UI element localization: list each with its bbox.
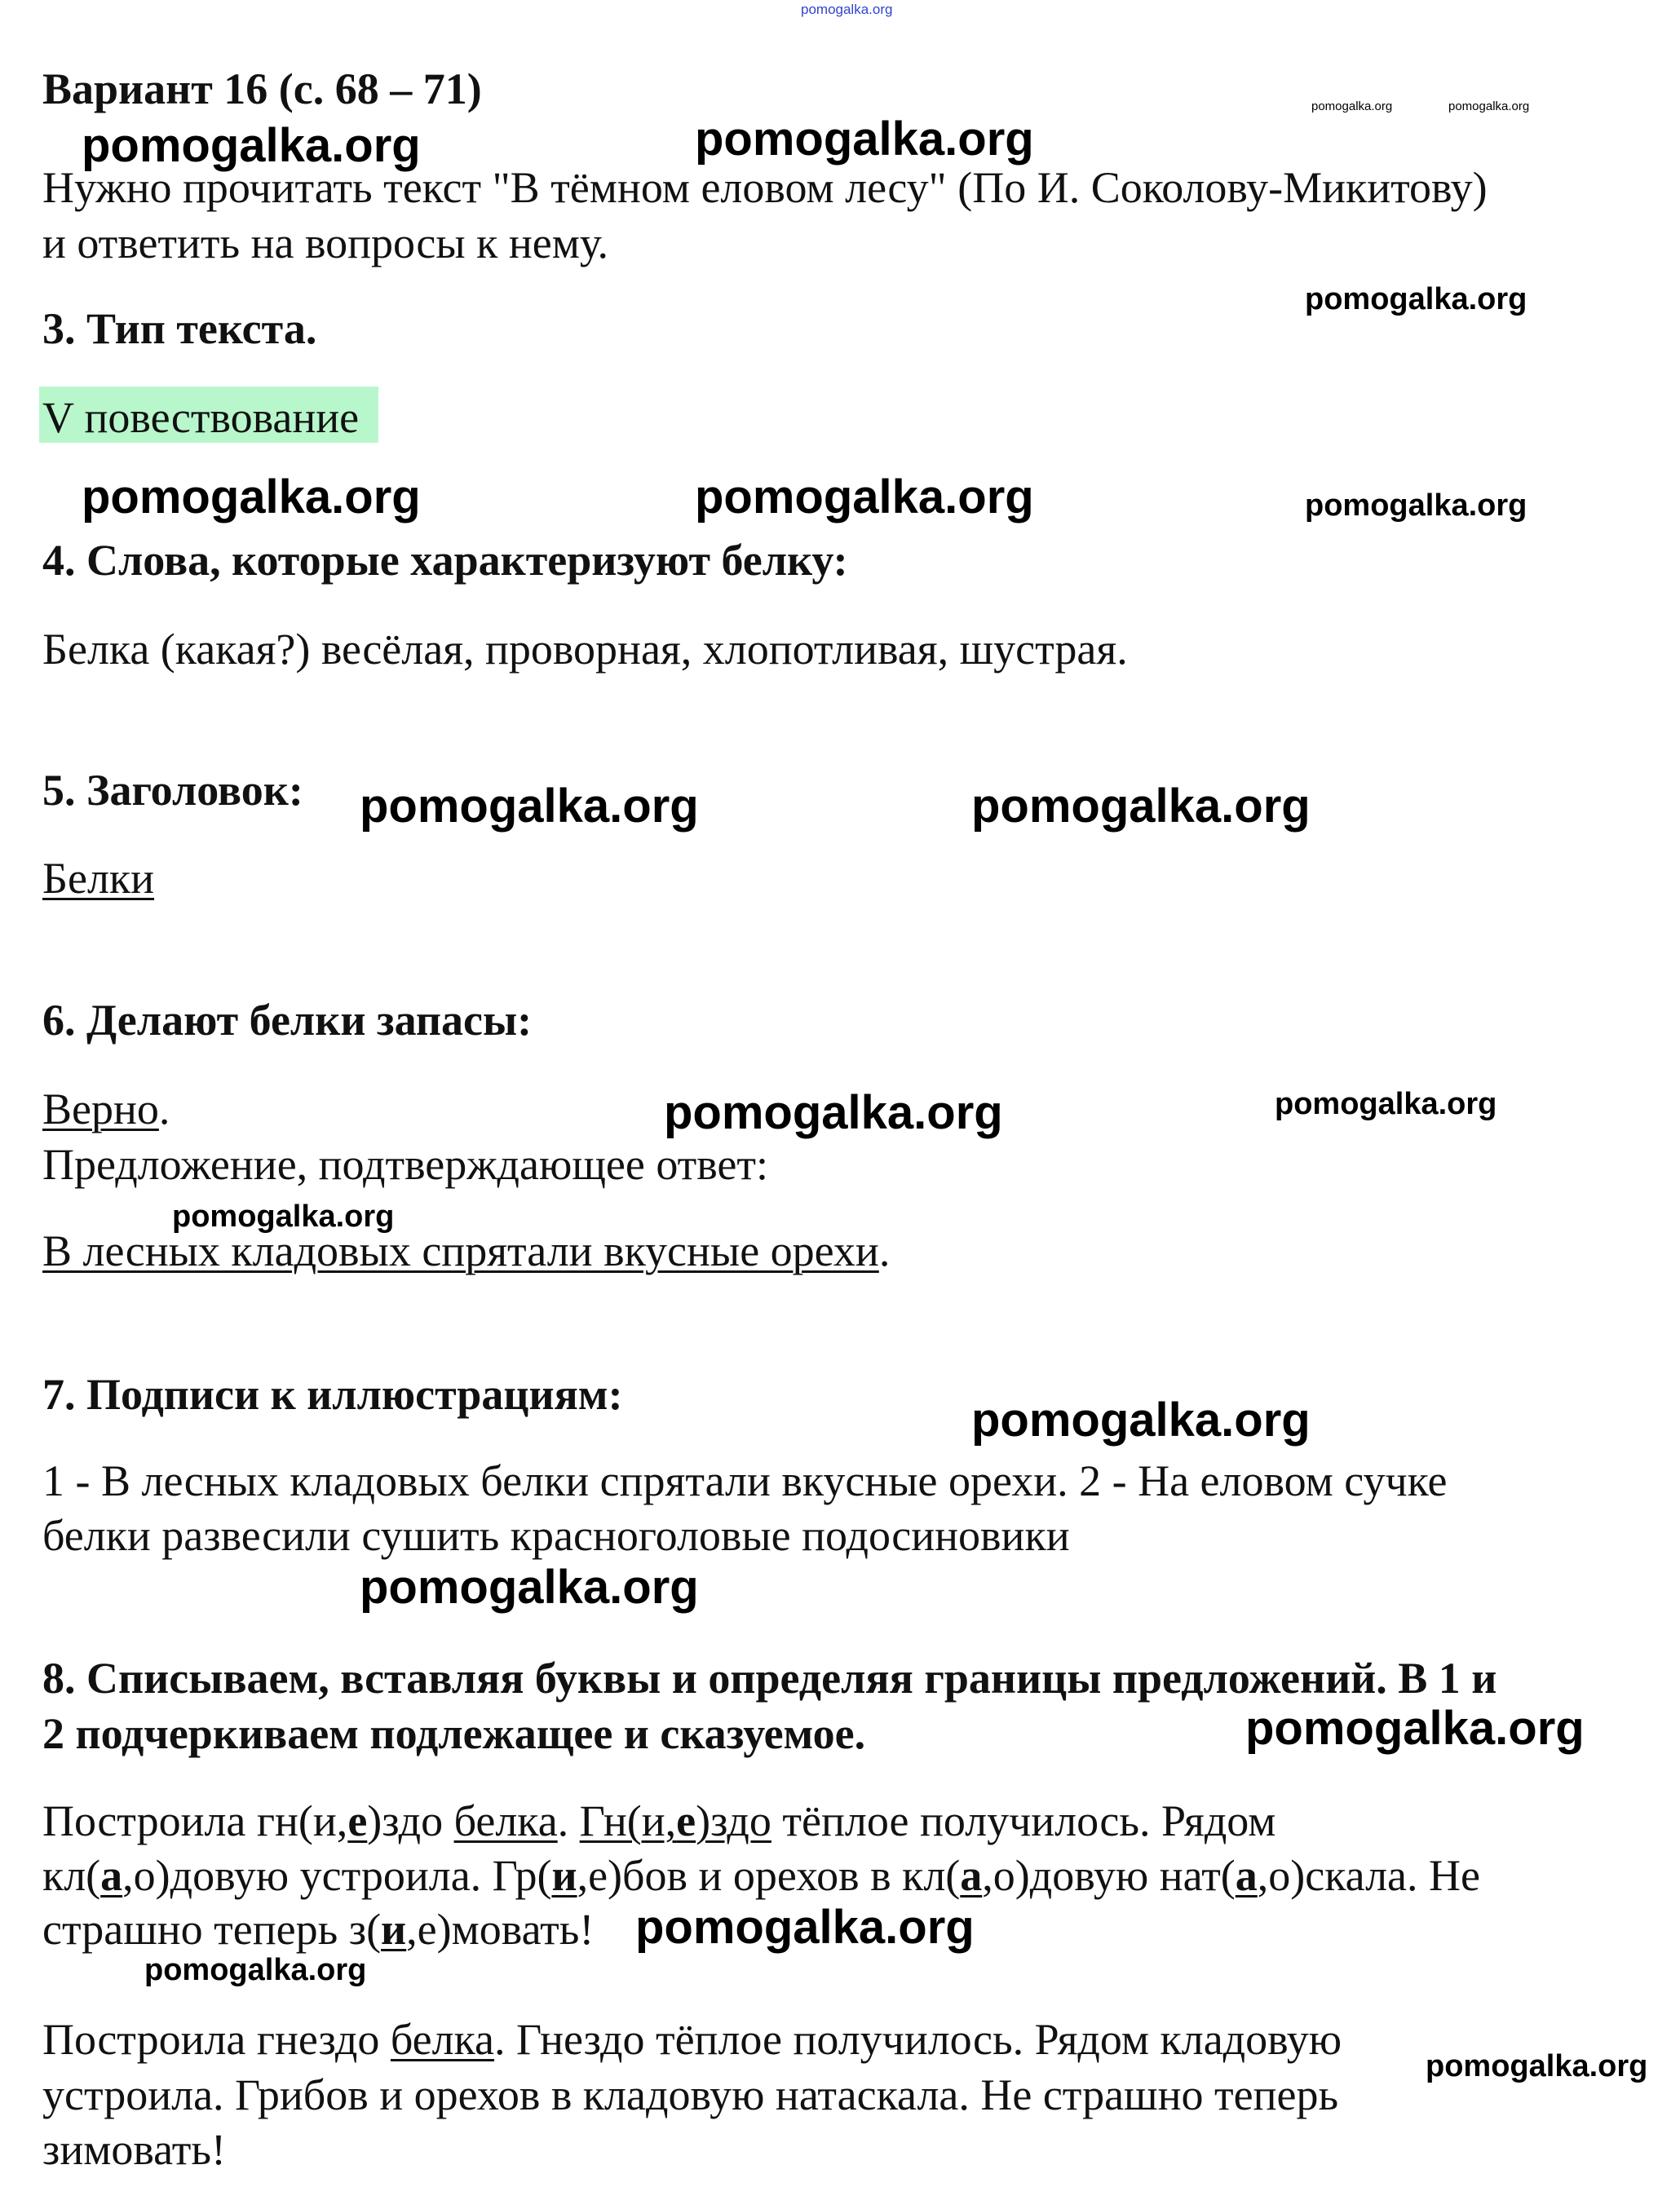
text: .	[557, 1796, 580, 1845]
exercise-line	[42, 1902, 594, 1956]
exercise-line	[42, 1849, 1480, 1902]
watermark: pomogalka.org	[1448, 99, 1530, 113]
subject: )здо	[696, 1796, 771, 1845]
page-title: Вариант 16 (с. 68 – 71)	[42, 64, 482, 113]
result-line: устроила. Грибов и орехов в кладовую натаскала. Не страшно теперь	[42, 2070, 1339, 2119]
text: ,о)довую устроила. Гр(	[122, 1851, 552, 1900]
q3-heading: 3. Тип текста.	[42, 304, 317, 353]
q4-heading: 4. Слова, которые характеризуют белку:	[42, 536, 848, 585]
watermark: pomogalka.org	[360, 1561, 699, 1614]
text: ,о)скала. Не	[1257, 1851, 1480, 1900]
watermark: pomogalka.org	[1305, 282, 1527, 316]
subject: Гн(и,	[579, 1796, 677, 1845]
punct: .	[158, 1085, 170, 1133]
subject: белка	[453, 1796, 558, 1845]
text: ,о)довую нат(	[982, 1851, 1236, 1900]
q6-sentence	[42, 1224, 890, 1278]
subject: белка	[390, 2015, 494, 2064]
inserted-letter: и	[551, 1851, 577, 1900]
text: )здо	[367, 1796, 454, 1845]
q4-answer: Белка (какая?) весёлая, проворная, хлопотливая, шустрая.	[42, 625, 1128, 674]
inserted-letter: е	[347, 1796, 368, 1845]
watermark: pomogalka.org	[971, 780, 1311, 833]
watermark: pomogalka.org	[801, 2, 893, 17]
watermark: pomogalka.org	[1245, 1702, 1585, 1755]
result-line	[42, 2012, 1342, 2066]
text: Построила гнездо	[42, 2015, 391, 2064]
q5-answer	[42, 851, 154, 905]
q8-heading: 2 подчеркиваем подлежащее и сказуемое.	[42, 1709, 866, 1758]
result-line: зимовать!	[42, 2125, 226, 2174]
q6-heading: 6. Делают белки запасы:	[42, 996, 533, 1045]
text: . Гнездо тёплое получилось. Рядом кладовую	[493, 2015, 1342, 2064]
q7-line: 1 - В лесных кладовых белки спрятали вкусные орехи. 2 - На еловом сучке	[42, 1456, 1448, 1505]
q7-heading: 7. Подписи к иллюстрациям:	[42, 1370, 623, 1419]
sentence-text: В лесных кладовых спрятали вкусные орехи	[42, 1226, 879, 1275]
text: Построила гн(и,	[42, 1796, 348, 1845]
punct: .	[878, 1226, 891, 1275]
watermark: pomogalka.org	[82, 471, 421, 524]
watermark: pomogalka.org	[1305, 488, 1527, 523]
watermark: pomogalka.org	[360, 780, 699, 833]
answer-text: Верно	[42, 1085, 159, 1133]
watermark: pomogalka.org	[1426, 2049, 1648, 2083]
text: ,е)мовать!	[406, 1905, 595, 1954]
text: кл(	[42, 1851, 101, 1900]
watermark: pomogalka.org	[1275, 1087, 1497, 1121]
inserted-letter: и	[381, 1905, 407, 1954]
watermark: pomogalka.org	[172, 1199, 395, 1234]
watermark: pomogalka.org	[82, 119, 421, 172]
text: ,е)бов и орехов в кл(	[577, 1851, 961, 1900]
text: страшно теперь з(	[42, 1905, 382, 1954]
q7-line: белки развесили сушить красноголовые подосиновики	[42, 1511, 1070, 1560]
q6-label: Предложение, подтверждающее ответ:	[42, 1140, 768, 1189]
watermark: pomogalka.org	[144, 1953, 367, 1987]
watermark: pomogalka.org	[664, 1086, 1003, 1139]
inserted-letter: а	[100, 1851, 123, 1900]
q5-heading: 5. Заголовок:	[42, 766, 303, 815]
watermark: pomogalka.org	[695, 113, 1034, 166]
q3-answer: V повествование	[42, 393, 360, 442]
watermark: pomogalka.org	[971, 1394, 1311, 1447]
watermark: pomogalka.org	[1311, 99, 1393, 113]
text: тёплое получилось. Рядом	[771, 1796, 1276, 1845]
q8-heading: 8. Списываем, вставляя буквы и определяя границы предложений. В 1 и	[42, 1654, 1497, 1703]
q6-answer	[42, 1082, 170, 1136]
intro-line: Нужно прочитать текст "В тёмном еловом лесу" (По И. Соколову-Микитову)	[42, 163, 1488, 212]
title-answer: Белки	[42, 854, 155, 903]
watermark: pomogalka.org	[635, 1901, 975, 1954]
inserted-letter: а	[960, 1851, 983, 1900]
intro-line: и ответить на вопросы к нему.	[42, 219, 609, 267]
watermark: pomogalka.org	[695, 471, 1034, 524]
exercise-line	[42, 1794, 1275, 1848]
inserted-letter: е	[676, 1796, 696, 1845]
inserted-letter: а	[1235, 1851, 1258, 1900]
